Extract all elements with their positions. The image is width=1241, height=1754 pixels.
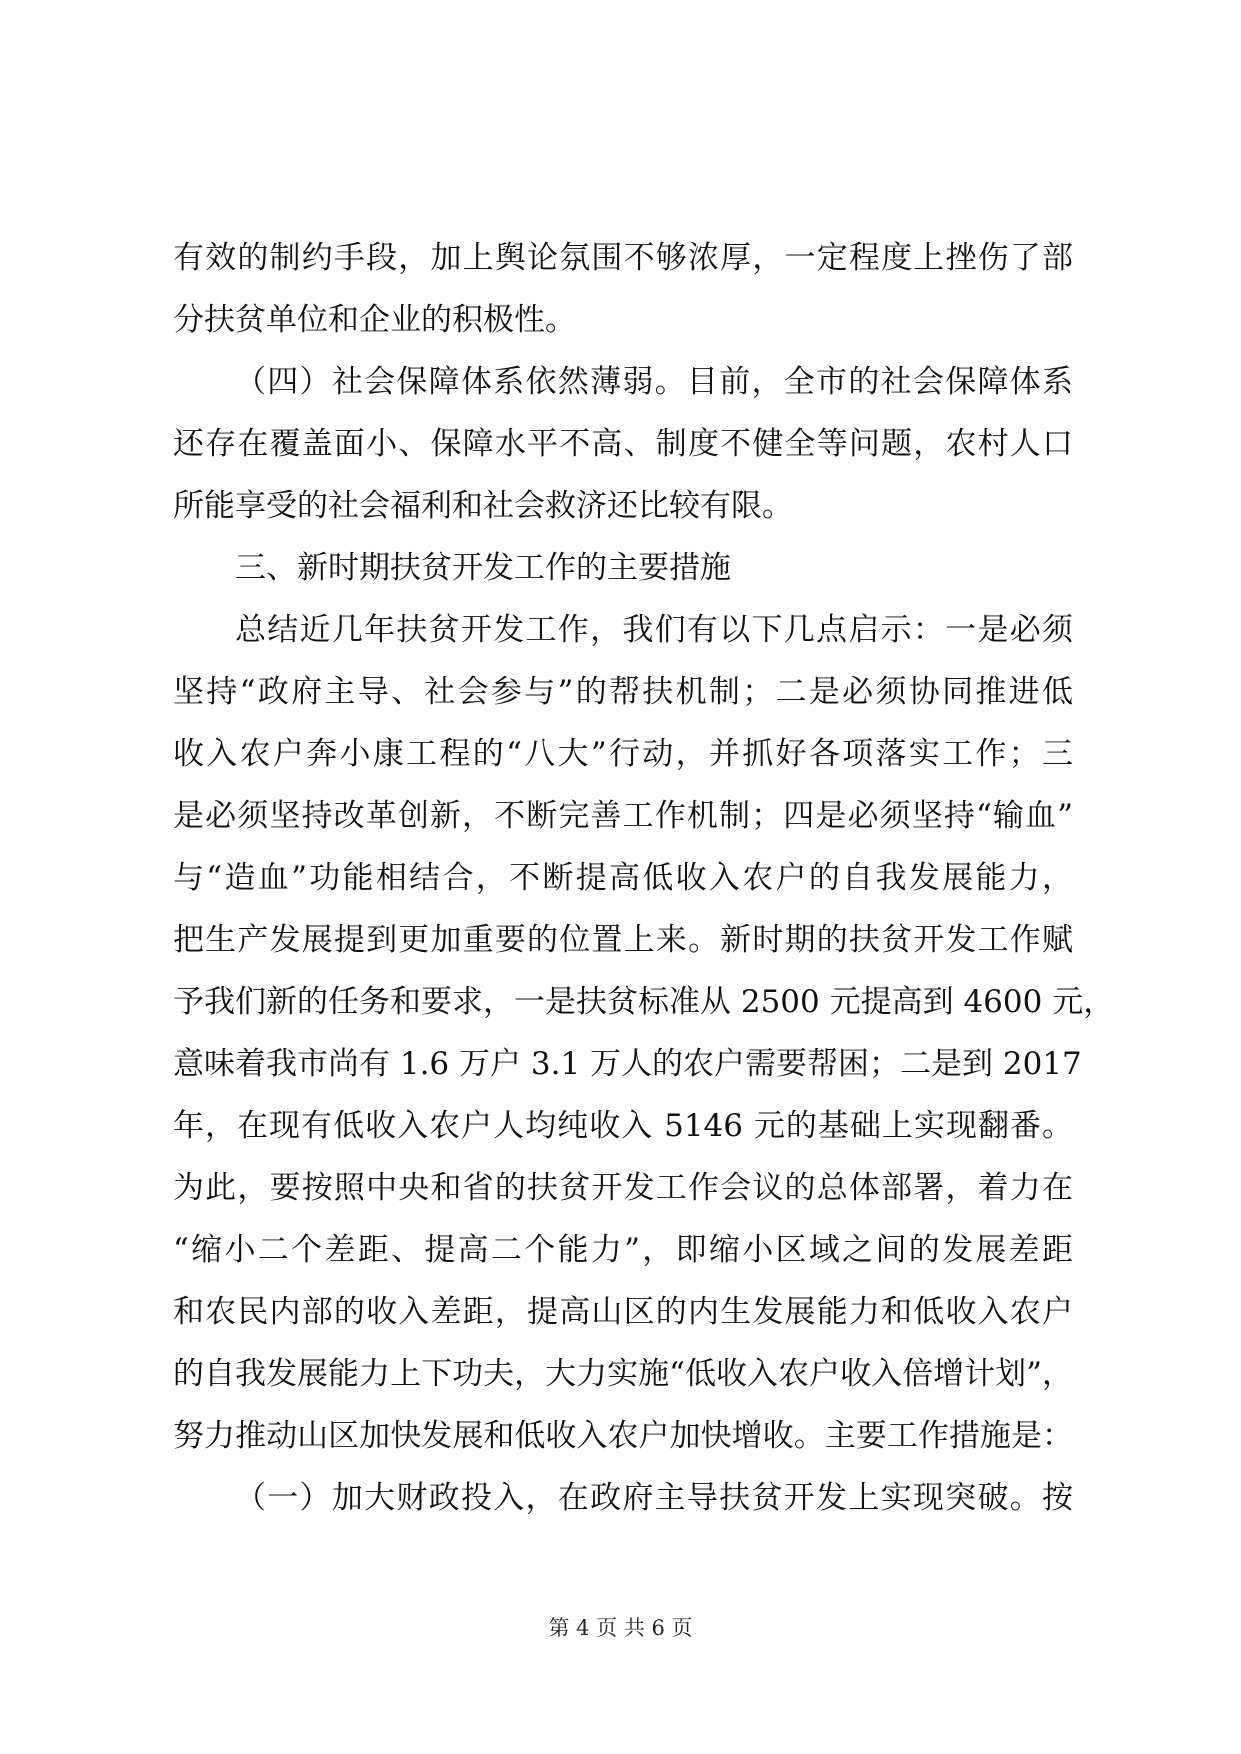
text-line: 和农民内部的收入差距，提高山区的内生发展能力和低收入农户	[173, 1294, 1073, 1330]
text-line: 是必须坚持改革创新，不断完善工作机制；四是必须坚持“输血”	[173, 798, 1073, 834]
text-line: 总结近几年扶贫开发工作，我们有以下几点启示：一是必须	[235, 612, 1073, 648]
text-line: 予我们新的任务和要求，一是扶贫标准从 2500 元提高到 4600 元，	[173, 984, 1115, 1020]
text-line: 三、新时期扶贫开发工作的主要措施	[235, 550, 731, 586]
text-line: 把生产发展提到更加重要的位置上来。新时期的扶贫开发工作赋	[173, 922, 1073, 958]
text-line: 努力推动山区加快发展和低收入农户加快增收。主要工作措施是：	[173, 1418, 1073, 1454]
text-line: 的自我发展能力上下功夫，大力实施“低收入农户收入倍增计划”，	[173, 1356, 1073, 1392]
text-line: （四）社会保障体系依然薄弱。目前，全市的社会保障体系	[235, 364, 1073, 400]
document-body	[173, 227, 1115, 1529]
text-line: “缩小二个差距、提高二个能力”，即缩小区域之间的发展差距	[173, 1232, 1073, 1268]
text-line: 意味着我市尚有 1.6 万户 3.1 万人的农户需要帮困；二是到 2017	[173, 1046, 1082, 1082]
text-line: 所能享受的社会福利和社会救济还比较有限。	[173, 488, 793, 524]
page-footer: 第 4 页 共 6 页	[548, 1616, 693, 1640]
text-line: 为此，要按照中央和省的扶贫开发工作会议的总体部署，着力在	[173, 1170, 1073, 1206]
text-line: 年，在现有低收入农户人均纯收入 5146 元的基础上实现翻番。	[173, 1108, 1073, 1144]
text-line: 坚持“政府主导、社会参与”的帮扶机制；二是必须协同推进低	[173, 674, 1073, 710]
text-line: 收入农户奔小康工程的“八大”行动，并抓好各项落实工作；三	[173, 736, 1073, 772]
text-line: 有效的制约手段，加上舆论氛围不够浓厚，一定程度上挫伤了部	[173, 240, 1073, 276]
text-line: （一）加大财政投入，在政府主导扶贫开发上实现突破。按	[235, 1480, 1073, 1516]
text-line: 与“造血”功能相结合，不断提高低收入农户的自我发展能力，	[173, 860, 1073, 896]
text-line: 还存在覆盖面小、保障水平不高、制度不健全等问题，农村人口	[173, 426, 1073, 462]
text-line: 分扶贫单位和企业的积极性。	[173, 302, 576, 338]
